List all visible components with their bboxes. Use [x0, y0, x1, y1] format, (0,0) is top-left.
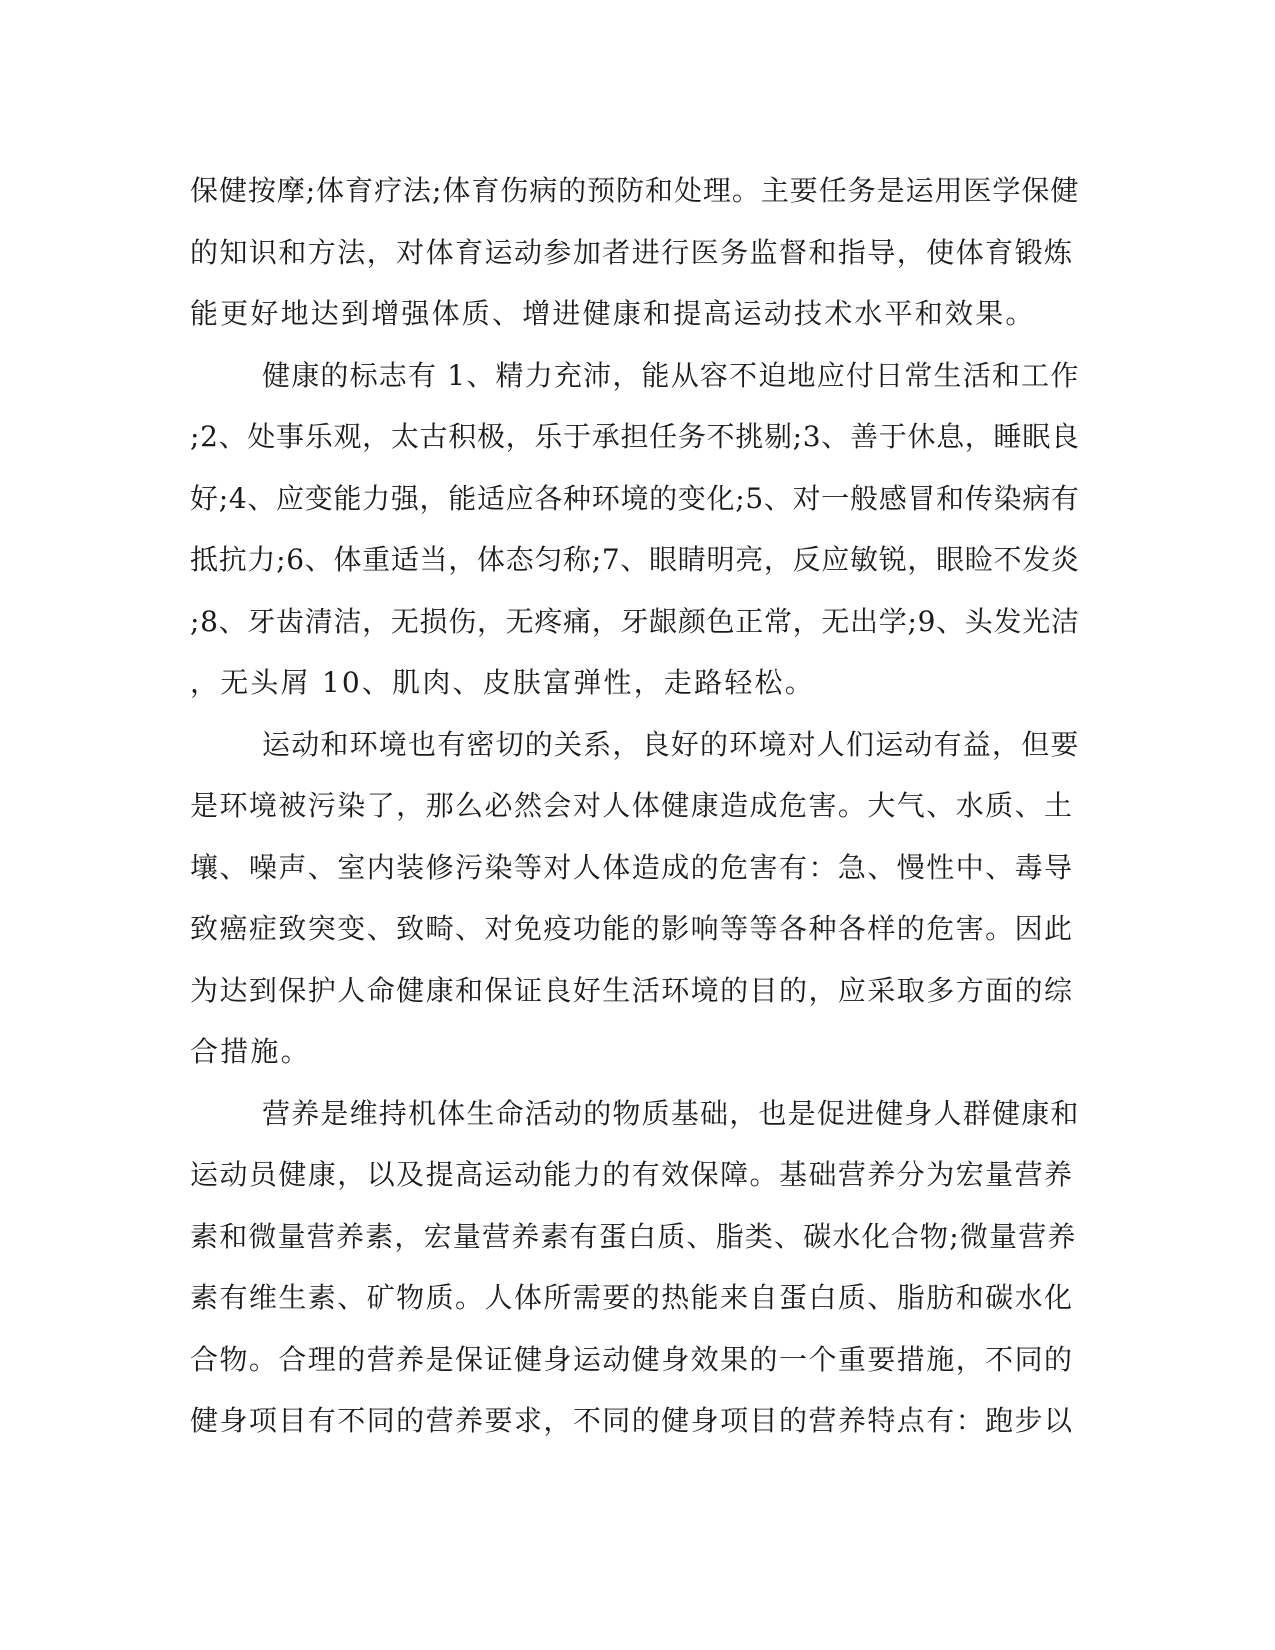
text-line: 保健按摩;体育疗法;体育伤病的预防和处理。主要任务是运用医学保健 [190, 174, 1080, 207]
text-line: 运动和环境也有密切的关系，良好的环境对人们运动有益，但要 [262, 727, 1080, 761]
text-line: 健身项目有不同的营养要求，不同的健身项目的营养特点有：跑步以 [190, 1404, 1074, 1437]
text-line: 能更好地达到增强体质、增进健康和提高运动技术水平和效果。 [190, 297, 1036, 330]
text-line: 素和微量营养素，宏量营养素有蛋白质、脂类、碳水化合物;微量营养 [190, 1219, 1077, 1253]
text-line: ，无头屑 10、肌肉、皮肤富弹性，走路轻松。 [190, 666, 815, 699]
text-line: 壤、噪声、室内装修污染等对人体造成的危害有：急、慢性中、毒导 [190, 850, 1074, 884]
text-line: 合措施。 [190, 1035, 311, 1068]
text-line: 营养是维持机体生命活动的物质基础，也是促进健身人群健康和 [262, 1096, 1080, 1130]
text-line: 为达到保护人命健康和保证良好生活环境的目的，应采取多方面的综 [190, 973, 1074, 1007]
text-line: 素有维生素、矿物质。人体所需要的热能来自蛋白质、脂肪和碳水化 [190, 1281, 1074, 1314]
text-line: 致癌症致突变、致畸、对免疫功能的影响等等各种各样的危害。因此 [190, 912, 1074, 945]
body-text [190, 160, 1080, 1452]
text-line: 是环境被污染了，那么必然会对人体健康造成危害。大气、水质、土 [190, 789, 1074, 822]
text-line: 运动员健康，以及提高运动能力的有效保障。基础营养分为宏量营养 [190, 1158, 1074, 1191]
text-line: 好;4、应变能力强，能适应各种环境的变化;5、对一般感冒和传染病有 [190, 481, 1080, 515]
text-line: ;2、处事乐观，太古积极，乐于承担任务不挑剔;3、善于休息，睡眠良 [190, 420, 1080, 453]
text-line: 合物。合理的营养是保证健身运动健身效果的一个重要措施，不同的 [190, 1342, 1074, 1376]
text-line: 健康的标志有 1、精力充沛，能从容不迫地应付日常生活和工作 [262, 358, 1080, 392]
text-line: 的知识和方法，对体育运动参加者进行医务监督和指导，使体育锻炼 [190, 235, 1074, 269]
text-line: ;8、牙齿清洁，无损伤，无疼痛，牙龈颜色正常，无出学;9、头发光洁 [190, 604, 1080, 638]
text-line: 抵抗力;6、体重适当，体态匀称;7、眼睛明亮，反应敏锐，眼睑不发炎 [190, 543, 1080, 576]
